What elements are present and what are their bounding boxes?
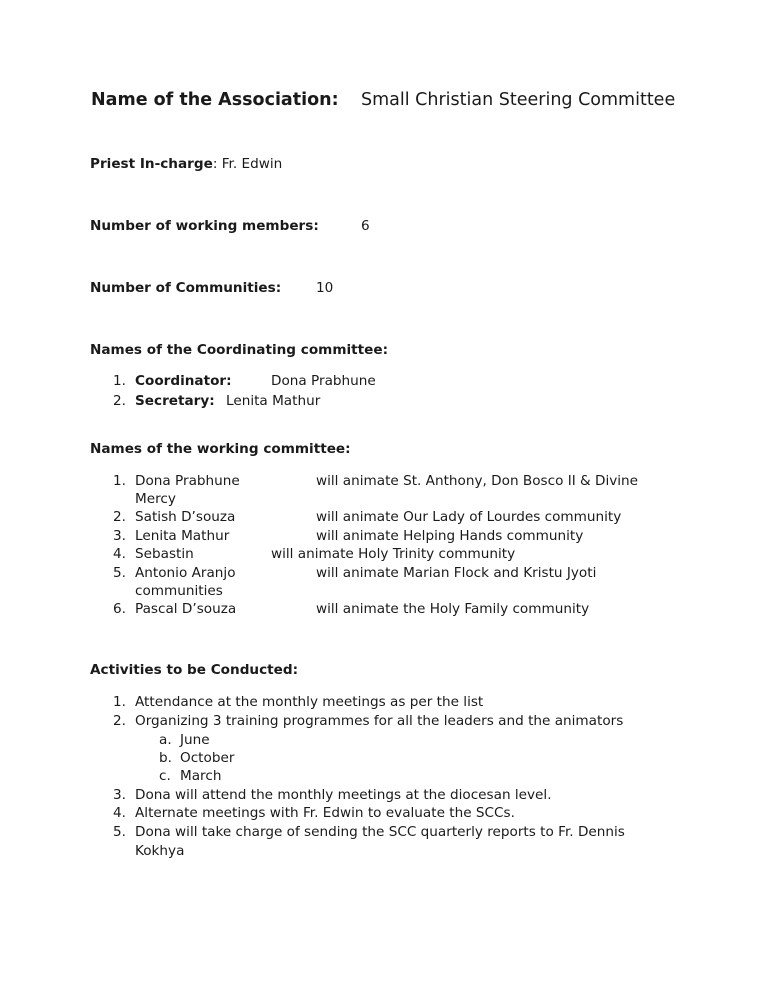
member-task: will animate St. Anthony, Don Bosco II & Divine (316, 473, 639, 489)
member-task: will animate Our Lady of Lourdes community (316, 509, 622, 525)
coordinating-item (113, 392, 126, 410)
priest-label: Priest In-charge (90, 156, 213, 172)
priest-name: : Fr. Edwin (212, 156, 283, 172)
list-number: 3. (113, 787, 126, 803)
list-number: 2. (113, 713, 126, 729)
priest-in-charge (90, 156, 282, 172)
working-members-count: 6 (361, 218, 370, 234)
list-number: 1. (113, 473, 126, 489)
coordinator-name: Dona Prabhune (271, 373, 376, 389)
list-number: 1. (113, 694, 126, 710)
member-name: Lenita Mathur (135, 528, 230, 544)
sub-activity-text: October (180, 750, 235, 766)
member-task: will animate Holy Trinity community (271, 546, 516, 562)
working-heading: Names of the working committee: (90, 441, 351, 457)
activity-text: Organizing 3 training programmes for all the leaders and the animators (135, 713, 624, 729)
list-number: 5. (113, 824, 126, 840)
member-task-continued: Mercy (135, 491, 176, 507)
communities-label: Number of Communities: (90, 280, 282, 296)
member-name: Pascal D’souza (135, 601, 237, 617)
member-task: will animate Marian Flock and Kristu Jyoti (316, 565, 597, 581)
association-name: Small Christian Steering Committee (361, 90, 676, 110)
member-task: will animate the Holy Family community (316, 601, 590, 617)
activity-text: Dona will attend the monthly meetings at the diocesan level. (135, 787, 552, 803)
secretary-name: Lenita Mathur (226, 393, 321, 409)
secretary-role: Secretary: (135, 393, 215, 409)
coordinator-role: Coordinator: (135, 373, 232, 389)
member-name: Sebastin (135, 546, 194, 562)
list-number: 4. (113, 805, 126, 821)
working-members-label: Number of working members: (90, 218, 319, 234)
communities-count: 10 (316, 280, 334, 296)
coordinating-item (113, 372, 126, 390)
list-number: 2. (113, 393, 126, 409)
activity-text: Dona will take charge of sending the SCC quarterly reports to Fr. Dennis (135, 824, 625, 840)
list-number: 3. (113, 528, 126, 544)
association-label: Name of the Association: (91, 90, 339, 110)
member-task-continued: communities (135, 583, 223, 599)
activities-heading: Activities to be Conducted: (90, 662, 299, 678)
sub-list-letter: a. (159, 732, 172, 748)
member-name: Antonio Aranjo (135, 565, 236, 581)
sub-list-letter: c. (159, 768, 171, 784)
activity-text: Alternate meetings with Fr. Edwin to evaluate the SCCs. (135, 805, 515, 821)
member-task: will animate Helping Hands community (316, 528, 584, 544)
sub-activity-text: June (180, 732, 210, 748)
member-name: Dona Prabhune (135, 473, 240, 489)
sub-activity-text: March (180, 768, 222, 784)
list-number: 5. (113, 565, 126, 581)
activity-text: Attendance at the monthly meetings as per the list (135, 694, 484, 710)
member-name: Satish D’souza (135, 509, 236, 525)
coordinating-heading: Names of the Coordinating committee: (90, 342, 389, 358)
list-number: 1. (113, 373, 126, 389)
activity-text-continued: Kokhya (135, 843, 185, 859)
list-number: 4. (113, 546, 126, 562)
list-number: 2. (113, 509, 126, 525)
sub-list-letter: b. (159, 750, 172, 766)
list-number: 6. (113, 601, 126, 617)
